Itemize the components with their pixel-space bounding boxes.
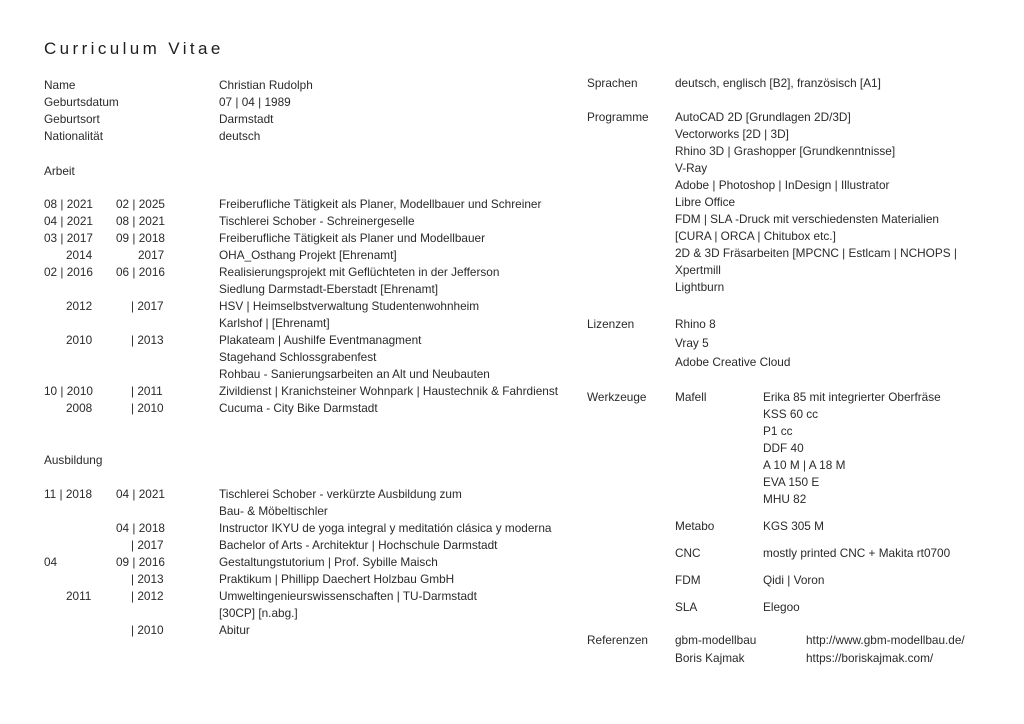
ausbildung-to: 04 | 2021 (116, 487, 165, 501)
arbeit-from: 2014 (66, 248, 93, 262)
werkzeug-item: A 10 M | A 18 M (763, 458, 846, 472)
programme-item: Rhino 3D | Grashopper [Grundkenntnisse] (675, 144, 896, 158)
referenz-name: Boris Kajmak (675, 651, 745, 665)
arbeit-from: 2010 (66, 333, 93, 347)
ausbildung-text: [30CP] [n.abg.] (219, 606, 298, 620)
werkzeug-item: KSS 60 cc (763, 407, 819, 421)
personal-label-name: Name (44, 78, 76, 92)
referenz-url[interactable]: http://www.gbm-modellbau.de/ (806, 633, 965, 647)
lizenz-item: Rhino 8 (675, 317, 716, 331)
lizenz-item: Vray 5 (675, 336, 709, 350)
werkzeug-brand-metabo: Metabo (675, 519, 715, 533)
sprachen-label: Sprachen (587, 76, 638, 90)
arbeit-text: Stagehand Schlossgrabenfest (219, 350, 377, 364)
werkzeug-item: Elegoo (763, 600, 800, 614)
programme-item: FDM | SLA -Druck mit verschiedensten Materialien (675, 212, 939, 226)
arbeit-to: 02 | 2025 (116, 197, 165, 211)
ausbildung-to: | 2010 (131, 623, 164, 637)
programme-item: Vectorworks [2D | 3D] (675, 127, 789, 141)
werkzeug-item: DDF 40 (763, 441, 804, 455)
werkzeug-brand-fdm: FDM (675, 573, 701, 587)
personal-label-nationality: Nationalität (44, 129, 104, 143)
arbeit-text: Tischlerei Schober - Schreinergeselle (219, 214, 415, 228)
arbeit-to: 2017 (138, 248, 165, 262)
werkzeug-brand-mafell: Mafell (675, 390, 707, 404)
lizenz-item: Adobe Creative Cloud (675, 355, 791, 369)
ausbildung-from: 11 | 2018 (44, 487, 93, 501)
arbeit-to: | 2017 (131, 299, 164, 313)
lizenzen-label: Lizenzen (587, 317, 635, 331)
arbeit-from: 04 | 2021 (44, 214, 93, 228)
werkzeug-item: mostly printed CNC + Makita rt0700 (763, 546, 951, 560)
personal-label-birthdate: Geburtsdatum (44, 95, 119, 109)
programme-item: Libre Office (675, 195, 736, 209)
personal-value-birthdate: 07 | 04 | 1989 (219, 95, 291, 109)
ausbildung-text: Gestaltungstutorium | Prof. Sybille Maisch (219, 555, 438, 569)
arbeit-text: Freiberufliche Tätigkeit als Planer und Modellbauer (219, 231, 486, 245)
ausbildung-text: Tischlerei Schober - verkürzte Ausbildung zum (219, 487, 462, 501)
programme-item: Xpertmill (675, 263, 721, 277)
ausbildung-text: Abitur (219, 623, 250, 637)
ausbildung-from: 04 (44, 555, 58, 569)
ausbildung-from: 2011 (66, 589, 92, 603)
programme-item: 2D & 3D Fräsarbeiten [MPCNC | Estlcam | NCHOPS | (675, 246, 957, 260)
arbeit-text: Zivildienst | Kranichsteiner Wohnpark | Haustechnik & Fahrdienst (219, 384, 558, 398)
arbeit-text: Cucuma - City Bike Darmstadt (219, 401, 378, 415)
programme-item: [CURA | ORCA | Chitubox etc.] (675, 229, 836, 243)
programme-label: Programme (587, 110, 649, 124)
werkzeug-item: P1 cc (763, 424, 793, 438)
arbeit-from: 08 | 2021 (44, 197, 93, 211)
programme-item: Adobe | Photoshop | InDesign | Illustrator (675, 178, 890, 192)
programme-item: AutoCAD 2D [Grundlagen 2D/3D] (675, 110, 851, 124)
ausbildung-text: Bau- & Möbeltischler (219, 504, 328, 518)
arbeit-text: OHA_Osthang Projekt [Ehrenamt] (219, 248, 397, 262)
ausbildung-text: Bachelor of Arts - Architektur | Hochschule Darmstadt (219, 538, 498, 552)
werkzeug-brand-sla: SLA (675, 600, 698, 614)
personal-label-birthplace: Geburtsort (44, 112, 100, 126)
ausbildung-to: | 2013 (131, 572, 164, 586)
arbeit-to: 06 | 2016 (116, 265, 165, 279)
personal-value-birthplace: Darmstadt (219, 112, 274, 126)
arbeit-from: 02 | 2016 (44, 265, 93, 279)
page-title: Curriculum Vitae (44, 39, 224, 58)
ausbildung-text: Umweltingenieurswissenschaften | TU-Darmstadt (219, 589, 477, 603)
programme-item: V-Ray (675, 161, 708, 175)
referenz-url[interactable]: https://boriskajmak.com/ (806, 651, 934, 665)
werkzeug-brand-cnc: CNC (675, 546, 701, 560)
referenzen-label: Referenzen (587, 633, 648, 647)
werkzeug-item: Erika 85 mit integrierter Oberfräse (763, 390, 941, 404)
arbeit-to: 08 | 2021 (116, 214, 165, 228)
ausbildung-to: | 2017 (131, 538, 164, 552)
arbeit-text: Karlshof | [Ehrenamt] (219, 316, 330, 330)
arbeit-from: 10 | 2010 (44, 384, 93, 398)
referenz-name: gbm-modellbau (675, 633, 757, 647)
arbeit-text: Freiberufliche Tätigkeit als Planer, Modellbauer und Schreiner (219, 197, 542, 211)
arbeit-to: 09 | 2018 (116, 231, 165, 245)
ausbildung-to: 04 | 2018 (116, 521, 165, 535)
ausbildung-to: 09 | 2016 (116, 555, 165, 569)
personal-value-name: Christian Rudolph (219, 78, 313, 92)
werkzeug-item: EVA 150 E (763, 475, 820, 489)
arbeit-to: | 2013 (131, 333, 164, 347)
programme-item: Lightburn (675, 280, 725, 294)
section-heading-arbeit: Arbeit (44, 164, 75, 178)
arbeit-text: Plakateam | Aushilfe Eventmanagment (219, 333, 422, 347)
arbeit-text: Realisierungsprojekt mit Geflüchteten in der Jefferson (219, 265, 500, 279)
arbeit-from: 2008 (66, 401, 93, 415)
werkzeug-item: KGS 305 M (763, 519, 824, 533)
arbeit-from: 2012 (66, 299, 93, 313)
sprachen-value: deutsch, englisch [B2], französisch [A1] (675, 76, 881, 90)
arbeit-text: HSV | Heimselbstverwaltung Studentenwohnheim (219, 299, 480, 313)
ausbildung-text: Instructor IKYU de yoga integral y meditatión clásica y moderna (219, 521, 552, 535)
werkzeug-item: MHU 82 (763, 492, 807, 506)
section-heading-ausbildung: Ausbildung (44, 453, 103, 467)
arbeit-to: | 2011 (131, 384, 163, 398)
personal-value-nationality: deutsch (219, 129, 261, 143)
arbeit-text: Siedlung Darmstadt-Eberstadt [Ehrenamt] (219, 282, 439, 296)
ausbildung-to: | 2012 (131, 589, 164, 603)
arbeit-from: 03 | 2017 (44, 231, 93, 245)
arbeit-to: | 2010 (131, 401, 164, 415)
ausbildung-text: Praktikum | Phillipp Daechert Holzbau GmbH (219, 572, 455, 586)
arbeit-text: Rohbau - Sanierungsarbeiten an Alt und Neubauten (219, 367, 490, 381)
werkzeuge-label: Werkzeuge (587, 390, 647, 404)
werkzeug-item: Qidi | Voron (763, 573, 825, 587)
